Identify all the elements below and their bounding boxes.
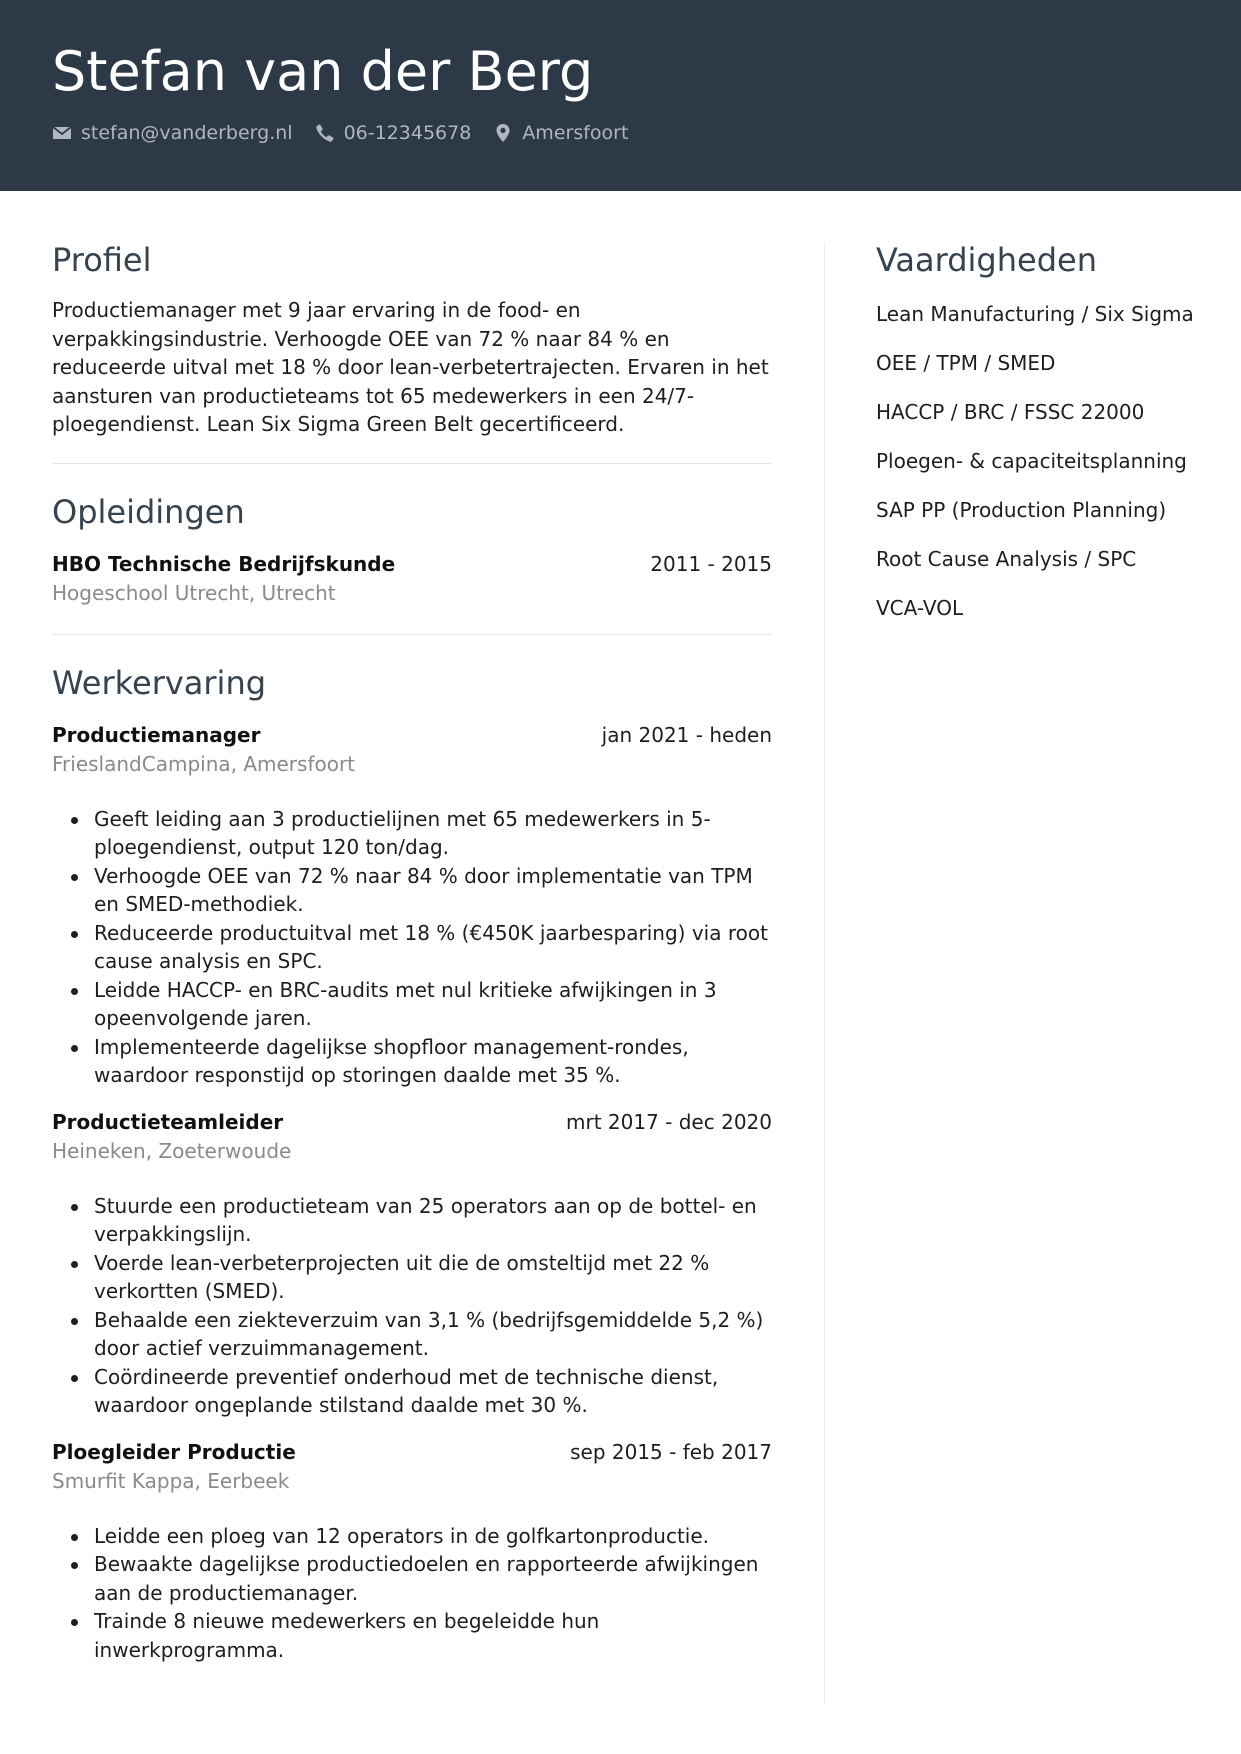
- list-item: Trainde 8 nieuwe medewerkers en begeleidde hun inwerkprogramma.: [94, 1607, 772, 1664]
- skill-item: OEE / TPM / SMED: [876, 351, 1056, 375]
- sidebar-column: [876, 240, 1196, 643]
- skills-section: [876, 240, 1196, 623]
- education-title: Opleidingen: [52, 492, 245, 531]
- list-item: Implementeerde dagelijkse shopfloor management-rondes, waardoor responstijd op storingen daalde met 35 %.: [94, 1033, 772, 1090]
- education-section: [52, 492, 772, 608]
- job-head: [52, 1108, 772, 1136]
- job-entry: [52, 721, 772, 1090]
- section-divider: [52, 463, 772, 464]
- list-item: Stuurde een productieteam van 25 operators aan op de bottel- en verpakkingslijn.: [94, 1192, 772, 1249]
- job-bullets: [52, 1522, 772, 1665]
- main-column: [52, 240, 772, 1664]
- contact-email: [52, 122, 293, 144]
- skill-item: VCA-VOL: [876, 596, 964, 620]
- list-item: Leidde HACCP- en BRC-audits met nul kritieke afwijkingen in 3 opeenvolgende jaren.: [94, 976, 772, 1033]
- contact-bar: [52, 122, 650, 144]
- resume-header: [0, 0, 1241, 191]
- job-entry: [52, 1108, 772, 1420]
- job-entry: [52, 1438, 772, 1665]
- job-company: Heineken, Zoeterwoude: [52, 1138, 292, 1163]
- experience-section: [52, 663, 772, 1665]
- profile-title: Profiel: [52, 241, 152, 279]
- education-entry: [52, 550, 772, 608]
- list-item: Reduceerde productuitval met 18 % (€450K jaarbesparing) via root cause analysis en SPC.: [94, 919, 772, 976]
- contact-phone: [315, 122, 472, 144]
- profile-text: Productiemanager met 9 jaar ervaring in de food- en verpakkingsindustrie. Verhoogde OEE van 72 % naar 84 % en reduceerde uitval met 18 % door lean-verbetertrajecten. Ervaren in het aansturen van productieteams tot 65 medewerkers in een 24/7-ploegendienst. Lean Six Sigma Green Belt gecertificeerd.: [52, 298, 769, 437]
- job-bullets: [52, 805, 772, 1090]
- skills-list: [876, 300, 1196, 623]
- contact-location: [493, 122, 628, 144]
- education-entry-head: [52, 550, 772, 578]
- skill-item: HACCP / BRC / FSSC 22000: [876, 400, 1145, 424]
- job-bullets: [52, 1192, 772, 1420]
- email-text: stefan@vanderberg.nl: [81, 122, 293, 144]
- list-item: Verhoogde OEE van 72 % naar 84 % door implementatie van TPM en SMED-methodiek.: [94, 862, 772, 919]
- location-text: Amersfoort: [522, 122, 629, 144]
- job-company: FrieslandCampina, Amersfoort: [52, 751, 356, 776]
- job-head: [52, 1438, 772, 1466]
- phone-text: 06-12345678: [343, 122, 472, 144]
- job-company: Smurfit Kappa, Eerbeek: [52, 1468, 290, 1493]
- job-dates: mrt 2017 - dec 2020: [566, 1109, 772, 1134]
- skills-title: Vaardigheden: [876, 241, 1097, 279]
- education-school: Hogeschool Utrecht, Utrecht: [52, 580, 336, 605]
- job-title: Productieteamleider: [52, 1109, 284, 1134]
- skill-item: Lean Manufacturing / Six Sigma: [876, 302, 1194, 326]
- skill-item: SAP PP (Production Planning): [876, 498, 1167, 522]
- skill-item: Ploegen- & capaciteitsplanning: [876, 449, 1187, 473]
- job-dates: jan 2021 - heden: [601, 722, 772, 747]
- job-head: [52, 721, 772, 749]
- list-item: Geeft leiding aan 3 productielijnen met 65 medewerkers in 5-ploegendienst, output 120 ton/dag.: [94, 805, 772, 862]
- list-item: Coördineerde preventief onderhoud met de technische dienst, waardoor ongeplande stilstand daalde met 30 %.: [94, 1363, 772, 1420]
- phone-icon: [315, 123, 335, 143]
- list-item: Bewaakte dagelijkse productiedoelen en rapporteerde afwijkingen aan de productiemanager.: [94, 1550, 772, 1607]
- profile-section: [52, 240, 772, 439]
- list-item: Leidde een ploeg van 12 operators in de golfkartonproductie.: [94, 1522, 772, 1551]
- map-pin-icon: [493, 123, 513, 143]
- envelope-icon: [52, 123, 72, 143]
- list-item: Behaalde een ziekteverzuim van 3,1 % (bedrijfsgemiddelde 5,2 %) door actief verzuimmanagement.: [94, 1306, 772, 1363]
- skill-item: Root Cause Analysis / SPC: [876, 547, 1137, 571]
- job-dates: sep 2015 - feb 2017: [570, 1439, 772, 1464]
- job-title: Ploegleider Productie: [52, 1439, 296, 1464]
- education-degree: HBO Technische Bedrijfskunde: [52, 551, 396, 576]
- column-divider: [824, 242, 825, 1704]
- candidate-name: Stefan van der Berg: [52, 40, 594, 103]
- job-title: Productiemanager: [52, 722, 261, 747]
- education-dates: 2011 - 2015: [650, 551, 772, 576]
- experience-title: Werkervaring: [52, 663, 267, 702]
- list-item: Voerde lean-verbeterprojecten uit die de omsteltijd met 22 % verkortten (SMED).: [94, 1249, 772, 1306]
- section-divider: [52, 634, 772, 635]
